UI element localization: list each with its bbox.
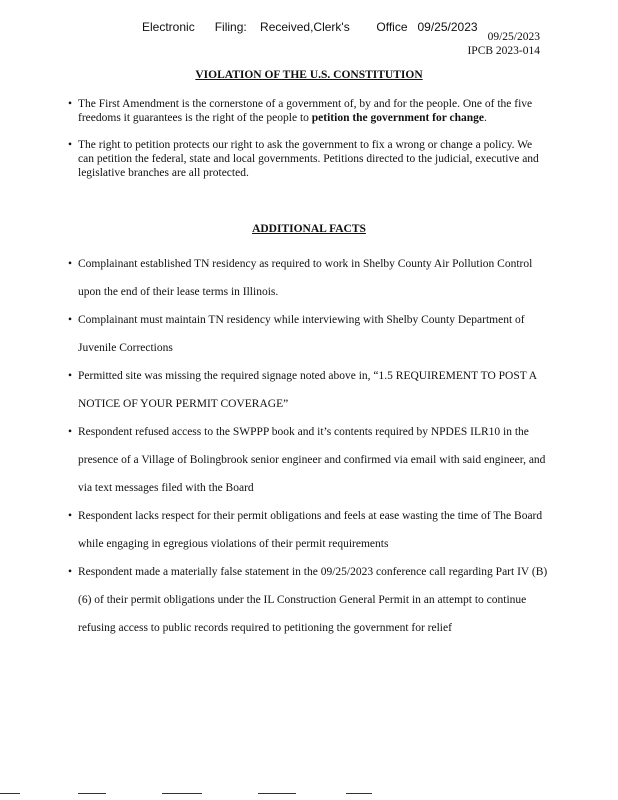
footer-rule — [0, 793, 20, 794]
footer-rule — [162, 793, 202, 794]
violation-bullet-list — [68, 97, 548, 193]
facts-bullet-list — [68, 250, 558, 642]
fact-item: • Complainant must maintain TN residency while interviewing with Shelby County Department of Juvenile Corrections — [68, 306, 558, 362]
filing-date: 09/25/2023 — [487, 31, 540, 43]
docket-number: IPCB 2023-014 — [467, 45, 540, 57]
fact-item: • Respondent lacks respect for their permit obligations and feels at ease wasting the time of The Board while engaging in egregious violations of their permit requirements — [68, 502, 558, 558]
section-heading-additional-facts: ADDITIONAL FACTS — [252, 223, 366, 235]
document-id-block — [467, 30, 540, 58]
footer-rules — [0, 793, 618, 795]
footer-rule — [78, 793, 106, 794]
bullet-end: . — [484, 112, 487, 124]
bullet-bold-phrase: petition the government for change — [311, 112, 485, 124]
fact-item: • Respondent made a materially false statement in the 09/25/2023 conference call regarding Part IV (B) (6) of their permit obligations under the IL Construction General Permit in an attempt to continue refusing access to public records required to petitioning the government for relief — [68, 558, 558, 642]
fact-item: • Respondent refused access to the SWPPP book and it’s contents required by NPDES ILR10 in the presence of a Village of Bolingbrook senior engineer and confirmed via email with said engineer, and via text messages filed with the Board — [68, 418, 558, 502]
bullet-right-to-petition: • The right to petition protects our right to ask the government to fix a wrong or change a policy. We can petition the federal, state and local governments. Petitions directed to the judicial, executive and legislative branches are all protected. — [68, 138, 548, 180]
footer-rule — [258, 793, 296, 794]
bullet-text: The First Amendment is the cornerstone of a government of, by and for the people. One of the five freedoms it guarantees is the right of the people to — [78, 98, 533, 124]
footer-rule — [346, 793, 372, 794]
fact-item: • Complainant established TN residency as required to work in Shelby County Air Pollution Control upon the end of their lease terms in Illinois. — [68, 250, 558, 306]
bullet-first-amendment — [68, 97, 548, 125]
section-heading-violation: VIOLATION OF THE U.S. CONSTITUTION — [195, 69, 423, 81]
filing-stamp: Electronic Filing: Received,Clerk's Office 09/25/2023 — [142, 20, 478, 34]
fact-item: • Permitted site was missing the required signage noted above in, “1.5 REQUIREMENT TO POST A NOTICE OF YOUR PERMIT COVERAGE” — [68, 362, 558, 418]
